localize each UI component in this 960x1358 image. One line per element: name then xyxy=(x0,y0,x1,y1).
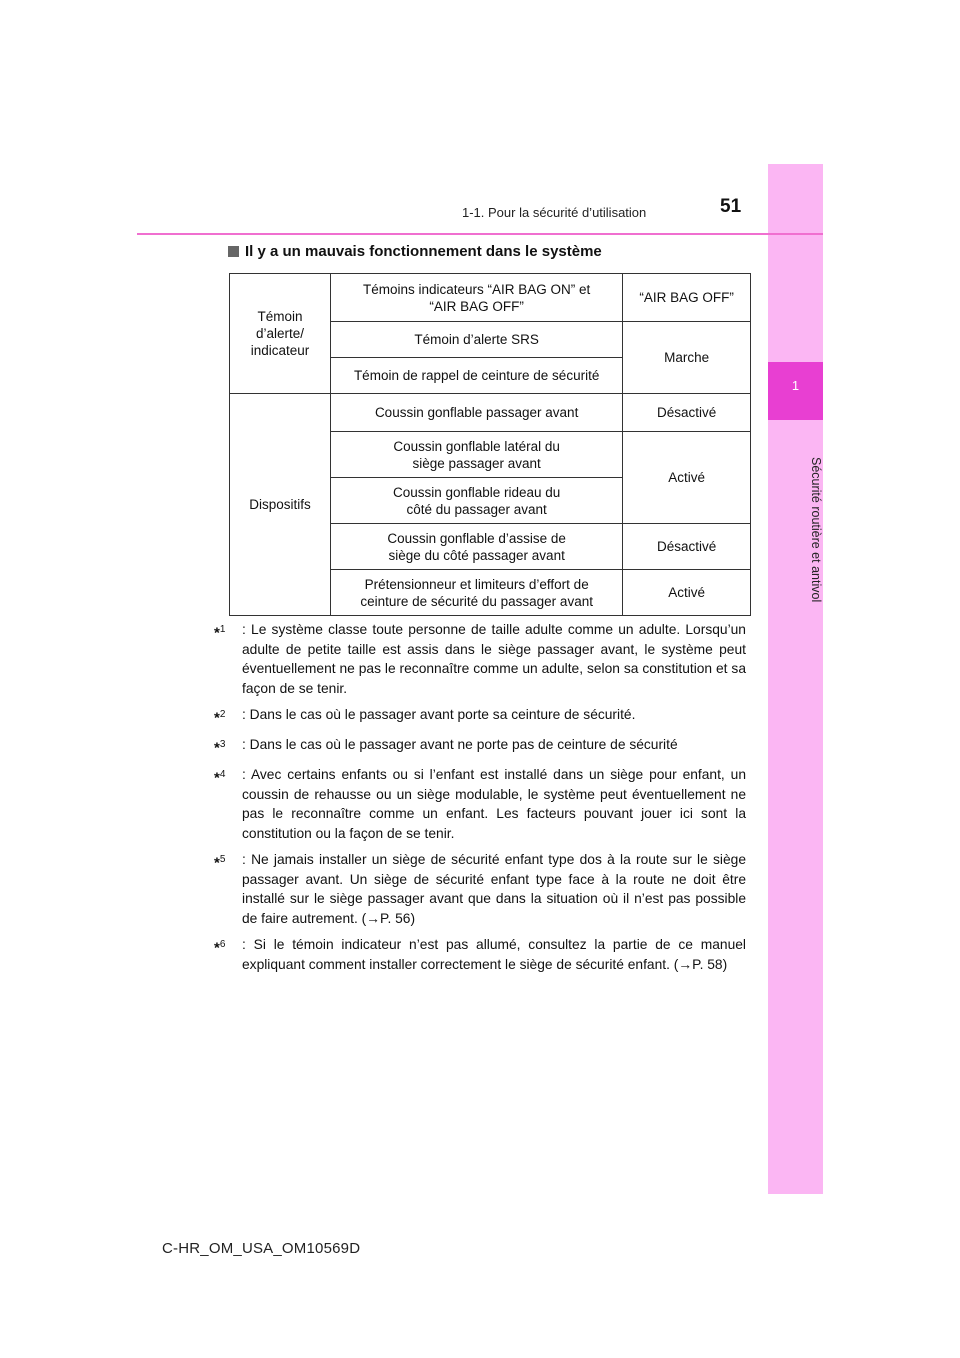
item-cell: Coussin gonflable latéral du siège passager avant xyxy=(330,432,622,478)
footnote-mark: *$^4$ xyxy=(214,769,226,787)
footnote-text: : Dans le cas où le passager avant ne porte pas de ceinture de sécurité xyxy=(242,737,678,753)
state-cell: Désactivé xyxy=(623,394,751,432)
footnote xyxy=(214,935,746,974)
footnote xyxy=(214,735,746,758)
footnote xyxy=(214,705,746,728)
group-cell: Témoin d’alerte/ indicateur xyxy=(230,274,331,394)
section-header: 1-1. Pour la sécurité d’utilisation xyxy=(462,205,647,220)
footnote xyxy=(214,620,746,698)
footnote xyxy=(214,765,746,843)
footnote-mark: *$^1$ xyxy=(214,624,226,642)
item-cell: Coussin gonflable passager avant xyxy=(330,394,622,432)
state-cell: “AIR BAG OFF” xyxy=(623,274,751,322)
footnote-text: : Le système classe toute personne de taille adulte comme un adulte. Lorsqu’un adulte de petite taille est assis dans le siège passager avant, le système peut éventuellement ne pas le reconnaître comme un adulte, selon sa constitution et sa façon de se tenir. xyxy=(242,622,746,696)
section-title-text: Il y a un mauvais fonctionnement dans le système xyxy=(245,243,602,260)
state-cell: Activé xyxy=(623,570,751,616)
chapter-side-tab xyxy=(768,164,823,1194)
footnote-mark: *$^5$ xyxy=(214,854,226,872)
item-cell: Témoin d’alerte SRS xyxy=(330,322,622,358)
chapter-label: Sécurité routière et antivol xyxy=(809,457,823,603)
footnote-mark: *$^6$ xyxy=(214,939,226,957)
item-cell: Coussin gonflable d’assise de siège du côté passager avant xyxy=(330,524,622,570)
status-table xyxy=(229,273,751,616)
table-row xyxy=(230,394,751,432)
header-rule xyxy=(137,233,823,235)
square-bullet-icon xyxy=(228,246,239,257)
footnote xyxy=(214,850,746,928)
item-cell: Coussin gonflable rideau du côté du passager avant xyxy=(330,478,622,524)
state-cell: Marche xyxy=(623,322,751,394)
footnote-text: : Si le témoin indicateur n’est pas allumé, consultez la partie de ce manuel expliquant comment installer correctement le siège de sécurité enfant. (→P. 58) xyxy=(242,937,746,972)
footnote-text: : Avec certains enfants ou si l’enfant est installé dans un siège pour enfant, un coussin de rehausse ou un siège modulable, le système peut éventuellement ne pas le reconnaître comme un enfant. Les facteurs pouvant jouer ici sont la constitution ou la façon de se tenir. xyxy=(242,767,746,841)
state-cell: Désactivé xyxy=(623,524,751,570)
item-cell: Témoins indicateurs “AIR BAG ON” et “AIR BAG OFF” xyxy=(330,274,622,322)
footnote-text: : Ne jamais installer un siège de sécurité enfant type dos à la route sur le siège passager avant. Un siège de sécurité enfant type face à la route ne doit être installé sur le siège passager avant que dans la situation où il n’est pas possible de faire autrement. (→P. 56) xyxy=(242,852,746,926)
chapter-number: 1 xyxy=(791,378,800,393)
footnote-mark: *$^2$ xyxy=(214,709,226,727)
footnotes xyxy=(214,620,746,981)
table-row xyxy=(230,274,751,322)
item-cell: Prétensionneur et limiteurs d’effort de ceinture de sécurité du passager avant xyxy=(330,570,622,616)
footnote-text: : Dans le cas où le passager avant porte sa ceinture de sécurité. xyxy=(242,707,636,722)
group-cell: Dispositifs xyxy=(230,394,331,616)
document-code: C-HR_OM_USA_OM10569D xyxy=(162,1240,361,1257)
page-number: 51 xyxy=(720,196,742,217)
section-title xyxy=(228,243,602,260)
state-cell: Activé xyxy=(623,432,751,524)
footnote-mark: *$^3$ xyxy=(214,739,226,757)
item-cell: Témoin de rappel de ceinture de sécurité xyxy=(330,358,622,394)
